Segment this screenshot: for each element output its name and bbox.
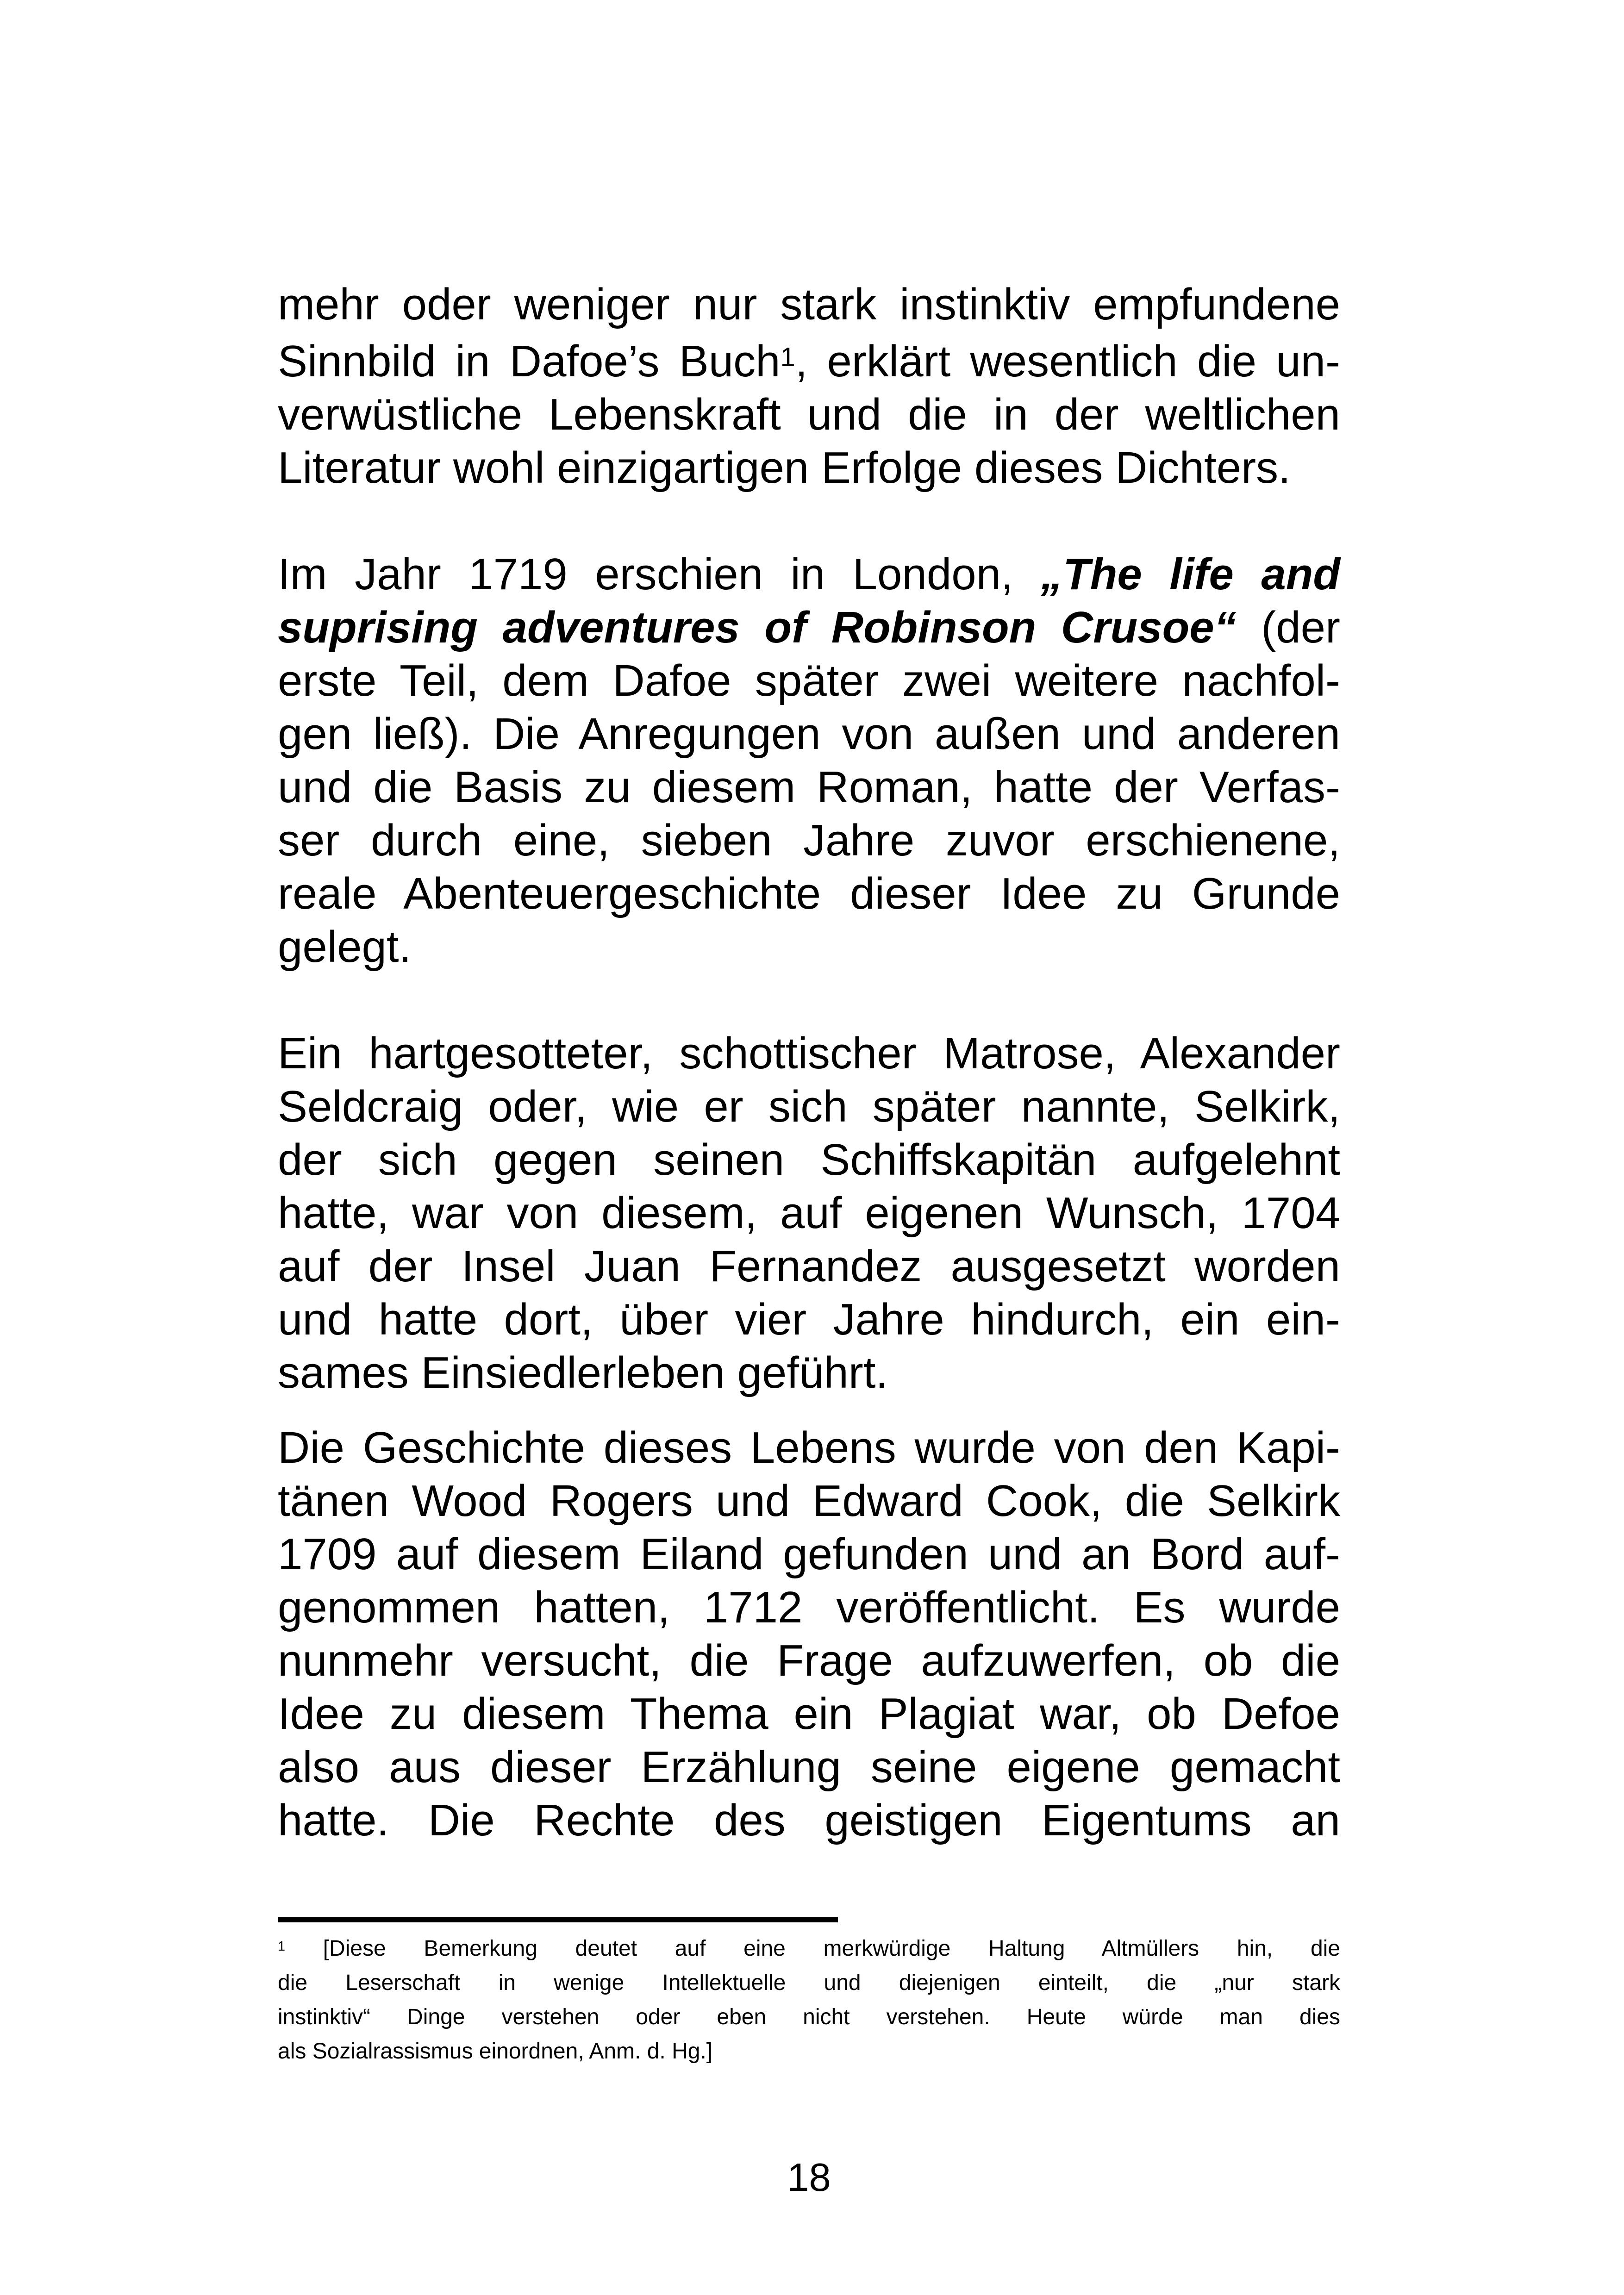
text-line [278, 601, 1340, 654]
text-line [278, 814, 1340, 867]
text-block [278, 278, 1340, 1847]
text-segment: hatte. Die Rechte des geistigen Eigentums an [278, 1795, 1340, 1845]
text-line [278, 278, 1340, 331]
text-line [278, 2000, 1340, 2034]
text-segment: hatte, war von diesem, auf eigenen Wunsch, 1704 [278, 1188, 1340, 1238]
text-line [278, 1474, 1340, 1528]
text-segment: Die Geschichte dieses Lebens wurde von den Kapi- [278, 1422, 1340, 1472]
text-line [278, 1293, 1340, 1346]
text-segment: erste Teil, dem Dafoe später zwei weitere nachfol- [278, 655, 1340, 705]
text-line [278, 867, 1340, 920]
text-line [278, 1929, 1340, 1966]
text-line [278, 654, 1340, 707]
text-segment: der sich gegen seinen Schiffskapitän aufgelehnt [278, 1135, 1340, 1185]
footnote-reference-superscript: 1 [278, 1939, 286, 1954]
text-segment: genommen hatten, 1712 veröffentlicht. Es wurde [278, 1582, 1340, 1632]
paragraph-1 [278, 278, 1340, 494]
text-segment: instinktiv“ Dinge verstehen oder eben nicht verstehen. Heute würde man dies [278, 2004, 1340, 2029]
footnote-separator [278, 1917, 838, 1922]
text-line [278, 1966, 1340, 2000]
text-line [278, 1687, 1340, 1740]
text-segment: Ein hartgesotteter, schottischer Matrose, Alexander [278, 1028, 1340, 1078]
text-segment: verwüstliche Lebenskraft und die in der weltlichen [278, 389, 1340, 439]
text-line [278, 707, 1340, 761]
text-line [278, 1528, 1340, 1581]
text-segment: auf der Insel Juan Fernandez ausgesetzt worden [278, 1241, 1340, 1291]
text-segment: also aus dieser Erzählung seine eigene gemacht [278, 1742, 1340, 1792]
paragraph-2 [278, 548, 1340, 973]
text-segment: Idee zu diesem Thema ein Plagiat war, ob Defoe [278, 1689, 1340, 1739]
text-line [278, 1027, 1340, 1080]
text-line [278, 388, 1340, 441]
text-line [278, 1133, 1340, 1186]
text-line [278, 1080, 1340, 1133]
text-line [278, 1634, 1340, 1687]
text-segment: und die Basis zu diesem Roman, hatte der Verfas- [278, 762, 1340, 812]
text-segment: 1709 auf diesem Eiland gefunden und an Bord auf- [278, 1529, 1340, 1579]
text-segment: tänen Wood Rogers und Edward Cook, die Selkirk [278, 1476, 1340, 1526]
text-segment: gen ließ). Die Anregungen von außen und anderen [278, 709, 1340, 759]
text-segment: (der [1236, 602, 1341, 652]
text-line [278, 548, 1340, 601]
text-segment: und hatte dort, über vier Jahre hindurch, ein ein- [278, 1294, 1340, 1344]
text-line [278, 1421, 1340, 1474]
text-line [278, 920, 1340, 973]
text-line [278, 1186, 1340, 1240]
text-segment: gelegt. [278, 922, 412, 972]
footnote [278, 1929, 1340, 2069]
text-line [278, 1346, 1340, 1399]
text-line [278, 1240, 1340, 1293]
text-line [278, 1740, 1340, 1794]
text-segment: [Diese Bemerkung deutet auf eine merkwürdige Haltung Altmüllers hin, die [285, 1936, 1340, 1961]
text-line [278, 1581, 1340, 1634]
text-line [278, 441, 1340, 494]
text-segment: als Sozialrassismus einordnen, Anm. d. Hg.] [278, 2039, 713, 2064]
text-segment: „The life and [1041, 549, 1341, 599]
text-segment: Literatur wohl einzigartigen Erfolge dieses Dichters. [278, 443, 1291, 493]
text-segment: Sinnbild in Dafoe’s Buch [278, 336, 781, 386]
paragraph-3 [278, 1027, 1340, 1399]
text-segment: reale Abenteuergeschichte dieser Idee zu Grunde [278, 868, 1340, 918]
text-line [278, 1794, 1340, 1847]
footnote-1 [278, 1929, 1340, 2069]
text-line [278, 331, 1340, 388]
text-line [278, 2034, 1340, 2069]
text-segment: , erklärt wesentlich die un- [795, 336, 1341, 386]
text-line [278, 761, 1340, 814]
text-segment: suprising adventures of Robinson Crusoe“ [278, 602, 1237, 652]
page-number: 18 [787, 2156, 831, 2200]
text-segment: Im Jahr 1719 erschien in London, [278, 549, 1041, 599]
text-segment: die Leserschaft in wenige Intellektuelle und diejenigen einteilt, die „nur stark [278, 1970, 1340, 1995]
text-segment: mehr oder weniger nur stark instinktiv empfundene [278, 280, 1340, 329]
text-segment: Seldcraig oder, wie er sich später nannte, Selkirk, [278, 1081, 1340, 1131]
paragraph-4 [278, 1421, 1340, 1847]
text-segment: sames Einsiedlerleben geführt. [278, 1347, 888, 1397]
text-segment: ser durch eine, sieben Jahre zuvor erschienene, [278, 815, 1340, 865]
text-segment: nunmehr versucht, die Frage aufzuwerfen, ob die [278, 1635, 1340, 1685]
footnote-reference-superscript: 1 [780, 343, 795, 372]
